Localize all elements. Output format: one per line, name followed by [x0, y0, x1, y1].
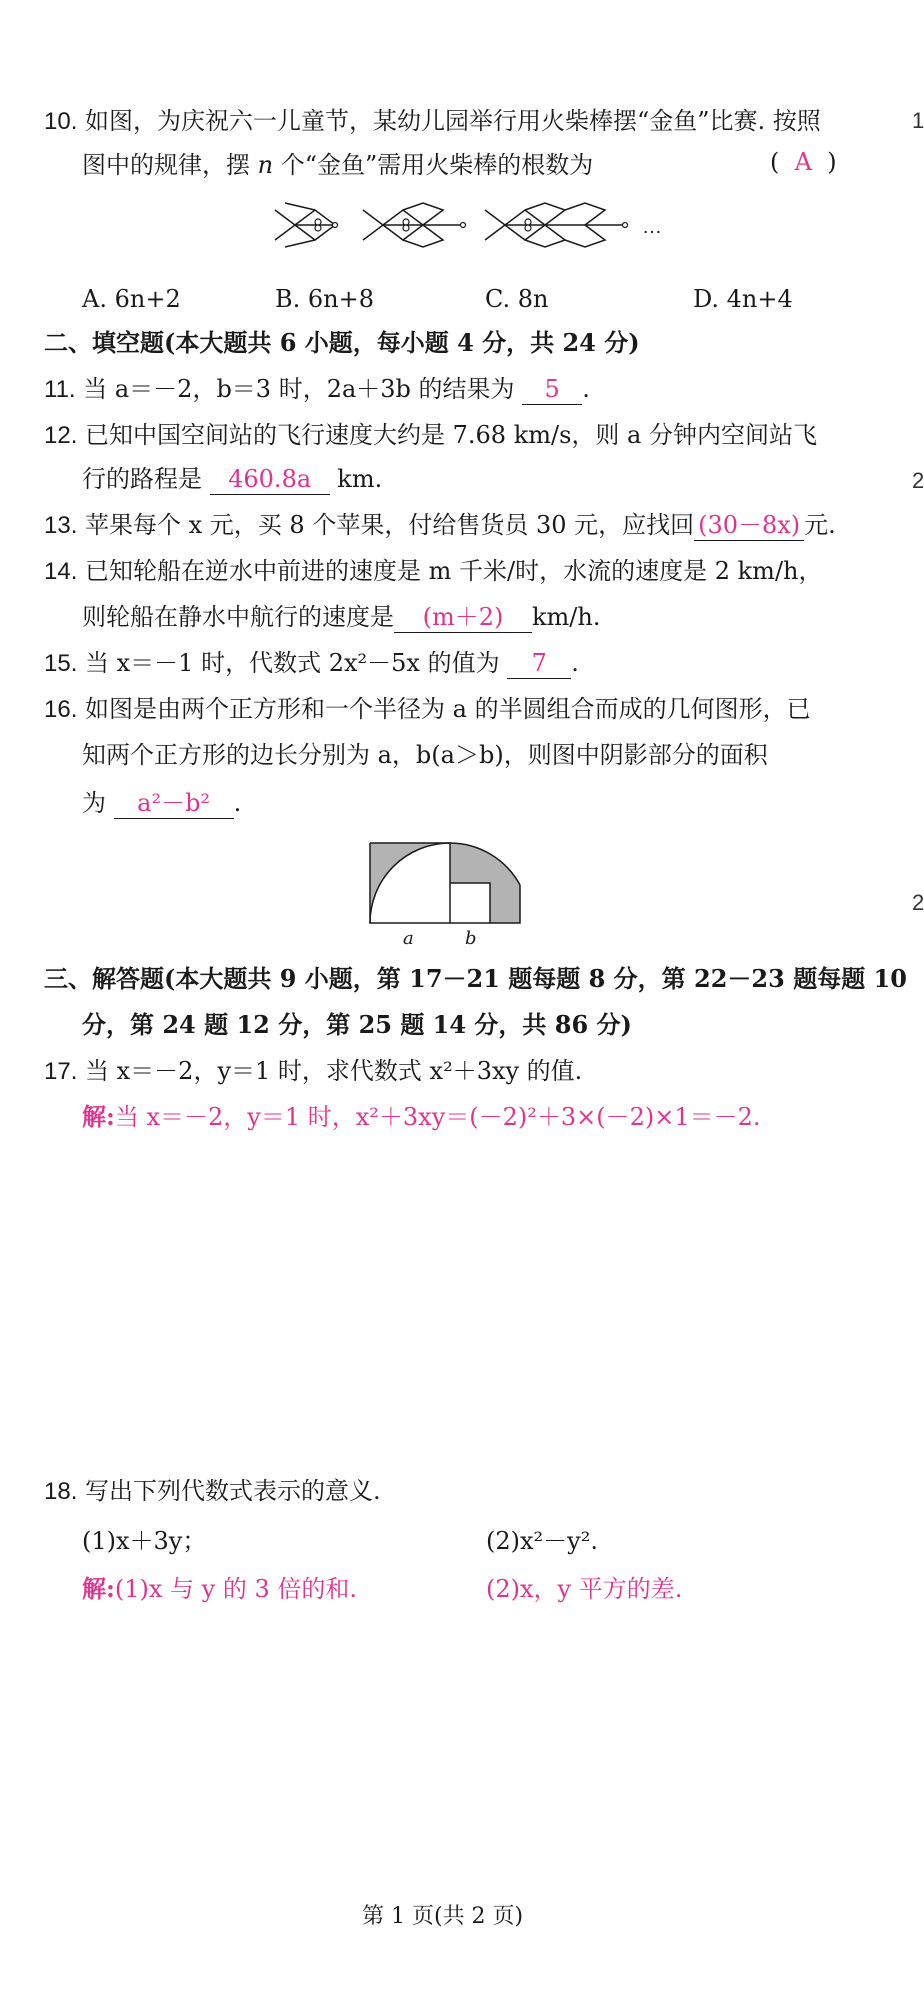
- q17-solution-label: 解:: [82, 1102, 115, 1131]
- q11-answer-blank: 5: [522, 374, 582, 405]
- q11-text: 当 a＝－2，b＝3 时，2a＋3b 的结果为: [83, 375, 515, 403]
- goldfish-2: [363, 203, 463, 247]
- q10-choice-b: B. 6n+8: [275, 285, 375, 313]
- section3-heading-line2: 分，第 24 题 12 分，第 25 题 14 分，共 86 分): [82, 1010, 632, 1039]
- q14-number: 14.: [44, 558, 78, 585]
- q13-answer-blank: (30－8x): [694, 510, 804, 541]
- q18-part2: (2)x²－y².: [486, 1527, 598, 1555]
- q15-answer-blank: 7: [507, 648, 571, 679]
- q17-solution-text: 当 x＝－2，y＝1 时，x²＋3xy＝(－2)²＋3×(－2)×1＝－2.: [114, 1103, 761, 1131]
- q14-answer-blank: (m＋2): [394, 602, 532, 633]
- q16-answer-blank: a²－b²: [114, 788, 234, 819]
- q14-line1: 14. 已知轮船在逆水中前进的速度是 m 千米/时，水流的速度是 2 km/h，: [44, 557, 823, 585]
- q12-text-line1: 已知中国空间站的飞行速度大约是 7.68 km/s，则 a 分钟内空间站飞: [85, 421, 817, 449]
- figure-label-a: a: [403, 928, 414, 949]
- q10-text-line1: 如图，为庆祝六一儿童节，某幼儿园举行用火柴棒摆“金鱼”比赛. 按照: [85, 107, 821, 135]
- q10-number: 10.: [44, 108, 78, 135]
- q18-solution-label: 解:: [82, 1574, 115, 1603]
- q10-line2: [82, 148, 593, 182]
- q12-line1: [44, 418, 817, 453]
- q11: 11. 当 a＝－2，b＝3 时，2a＋3b 的结果为 5 .: [44, 375, 590, 403]
- q17-solution: [82, 1100, 761, 1134]
- section2-heading: 二、填空题(本大题共 6 小题，每小题 4 分，共 24 分): [44, 328, 640, 357]
- q15-number: 15.: [44, 650, 78, 677]
- q13: 13. 苹果每个 x 元，买 8 个苹果，付给售货员 30 元，应找回 (30－8x) 元.: [44, 511, 836, 539]
- edge-mark-2: 2: [912, 468, 924, 493]
- q10-choice-d: D. 4n+4: [693, 285, 793, 313]
- q18-number: 18.: [44, 1478, 78, 1505]
- q16-line3: 为 a²－b² .: [82, 789, 242, 817]
- q18-question: 18. 写出下列代数式表示的意义.: [44, 1477, 381, 1505]
- q10-line1: [44, 104, 821, 139]
- q10-choice-a: A. 6n+2: [82, 285, 181, 313]
- q14-line2: 则轮船在静水中航行的速度是 (m＋2) km/h.: [82, 603, 601, 631]
- q11-number: 11.: [44, 376, 76, 403]
- q18-solution1: 解:(1)x 与 y 的 3 倍的和.: [82, 1574, 357, 1603]
- figure-label-b: b: [465, 928, 477, 949]
- q15: 15. 当 x＝－1 时，代数式 2x²－5x 的值为 7 .: [44, 649, 579, 677]
- q16-number: 16.: [44, 696, 78, 723]
- q10-var-n: n: [257, 151, 274, 179]
- q10-answer-paren: ( A ): [770, 148, 837, 176]
- q12-answer-blank: 460.8a: [210, 464, 330, 495]
- q17-number: 17.: [44, 1058, 78, 1085]
- goldfish-matchstick-figure: [270, 195, 670, 265]
- q18-solution2: (2)x，y 平方的差.: [486, 1575, 683, 1603]
- edge-mark-3: 2: [912, 890, 924, 915]
- q12-line2: 行的路程是 460.8a km.: [82, 465, 383, 493]
- q10-choice-c: C. 8n: [485, 285, 549, 313]
- q16-line2: 知两个正方形的边长分别为 a，b(a＞b)，则图中阴影部分的面积: [82, 741, 768, 769]
- q10-text-line2a: 图中的规律，摆: [82, 151, 250, 179]
- q18-part1: (1)x＋3y；: [82, 1527, 207, 1555]
- q12-number: 12.: [44, 422, 78, 449]
- q10-text-line2b: 个“金鱼”需用火柴棒的根数为: [280, 151, 594, 179]
- q10-answer: A: [794, 148, 812, 176]
- figure-ellipsis: …: [642, 216, 662, 238]
- q16-line1: 16. 如图是由两个正方形和一个半径为 a 的半圆组合而成的几何图形，已: [44, 695, 811, 723]
- page-footer: 第 1 页(共 2 页): [362, 1904, 524, 1929]
- q17-question: 17. 当 x＝－2，y＝1 时，求代数式 x²＋3xy 的值.: [44, 1057, 583, 1085]
- semicircle-squares-figure: [365, 838, 525, 948]
- q13-number: 13.: [44, 512, 78, 539]
- section3-heading-line1: 三、解答题(本大题共 9 小题，第 17－21 题每题 8 分，第 22－23 题每题 10: [44, 964, 907, 993]
- goldfish-1: [275, 203, 335, 247]
- edge-mark-1: 1: [912, 108, 924, 133]
- goldfish-3: [485, 203, 625, 247]
